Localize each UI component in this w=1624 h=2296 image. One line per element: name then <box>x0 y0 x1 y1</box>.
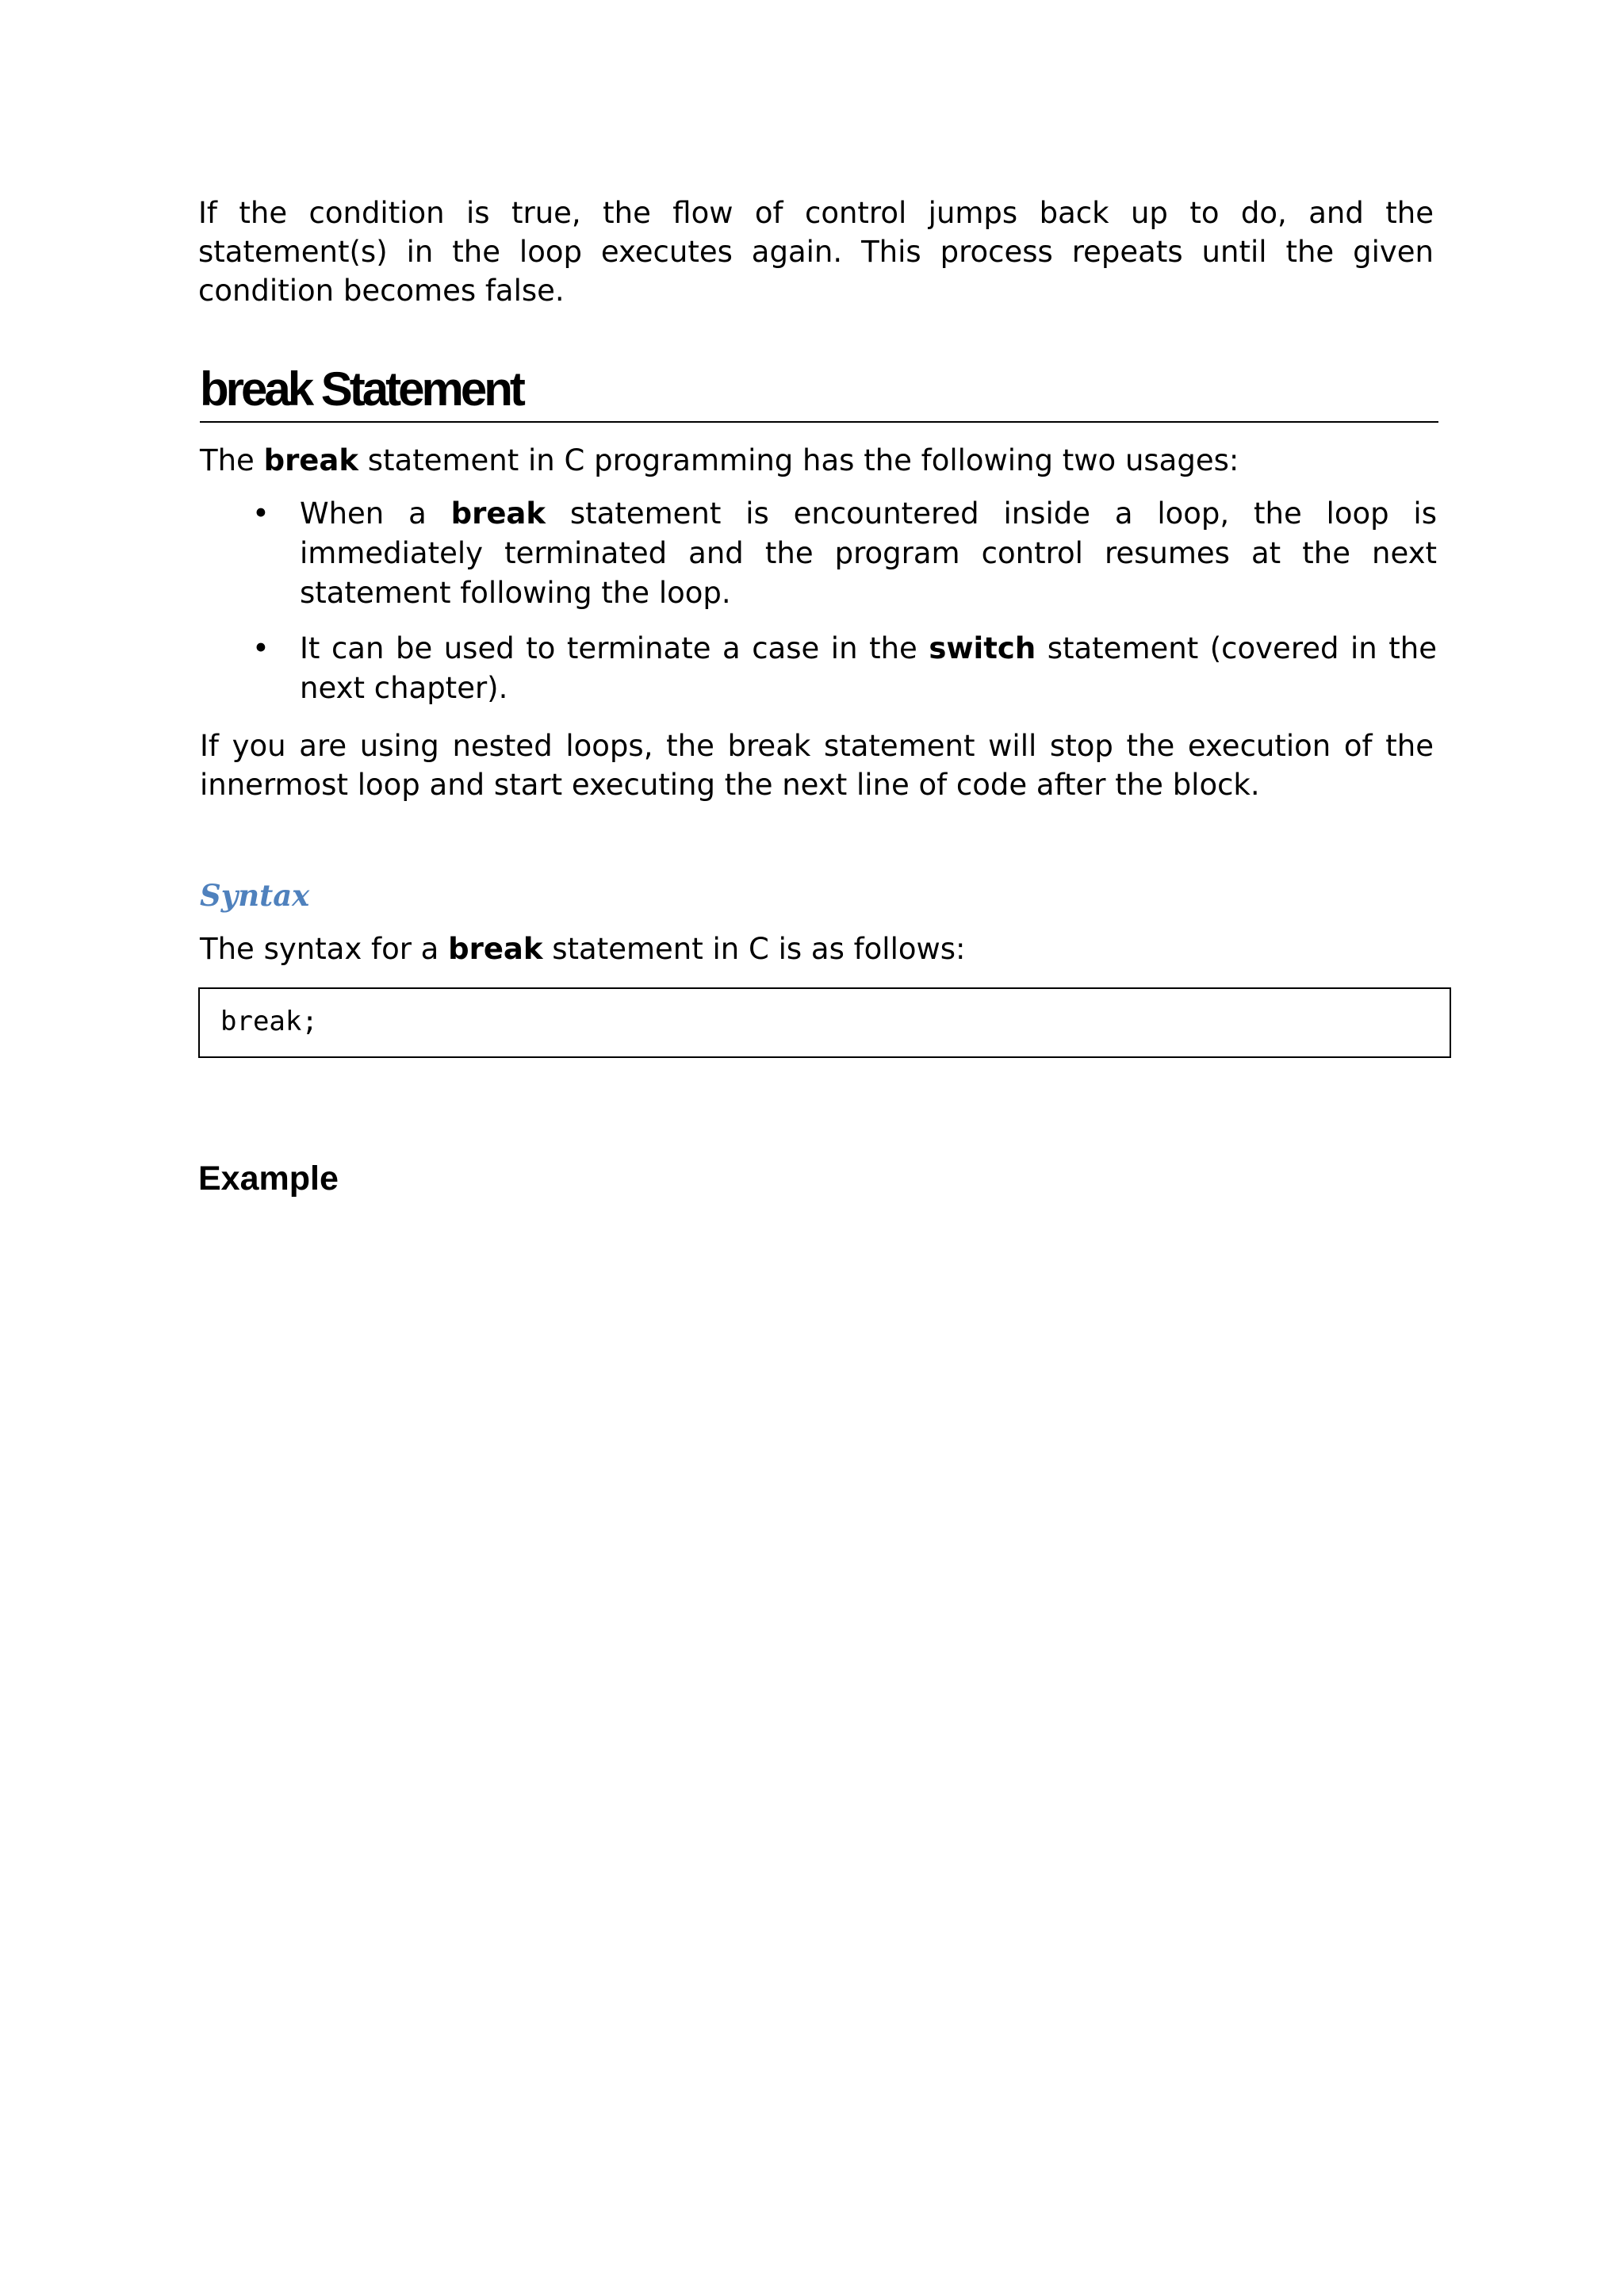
bullet-text-post: statement is encountered inside a loop, the loop is immediately terminated and the program control resumes at the next statement following the loop. <box>300 496 1437 610</box>
bullet-icon: • <box>252 496 270 531</box>
example-heading: Example <box>198 1159 339 1198</box>
bullet-text-pre: When a <box>300 496 451 531</box>
list-item <box>200 494 1437 613</box>
break-usage-list <box>200 494 1437 708</box>
syntax-description <box>200 930 1437 968</box>
usage-keyword-break: break <box>263 443 358 477</box>
code-line: break; <box>220 1006 318 1037</box>
syntax-keyword-break: break <box>448 932 543 966</box>
bullet-keyword: break <box>450 496 546 531</box>
list-item <box>200 629 1437 708</box>
usage-text-pre: The <box>200 443 264 477</box>
bullet-icon: • <box>252 631 270 665</box>
code-block <box>198 987 1451 1058</box>
intro-paragraph: If the condition is true, the flow of control jumps back up to do, and the statement(s) in the loop executes again. This process repeats until the given condition becomes false. <box>198 196 1434 308</box>
break-usage-paragraph <box>200 441 1437 480</box>
syntax-text-pre: The syntax for a <box>200 932 449 966</box>
nested-loops-paragraph: If you are using nested loops, the break statement will stop the execution of the innermost loop and start executing the next line of code after the block. <box>200 729 1434 802</box>
bullet-text-post: statement (covered in the next chapter). <box>300 631 1437 705</box>
bullet-text-pre: It can be used to terminate a case in the <box>300 631 929 665</box>
break-statement-heading: break Statement <box>200 359 1438 423</box>
usage-text-post: statement in C programming has the following two usages: <box>358 443 1239 477</box>
bullet-keyword: switch <box>929 631 1036 665</box>
syntax-heading: Syntax <box>200 878 310 913</box>
syntax-text-post: statement in C is as follows: <box>542 932 966 966</box>
